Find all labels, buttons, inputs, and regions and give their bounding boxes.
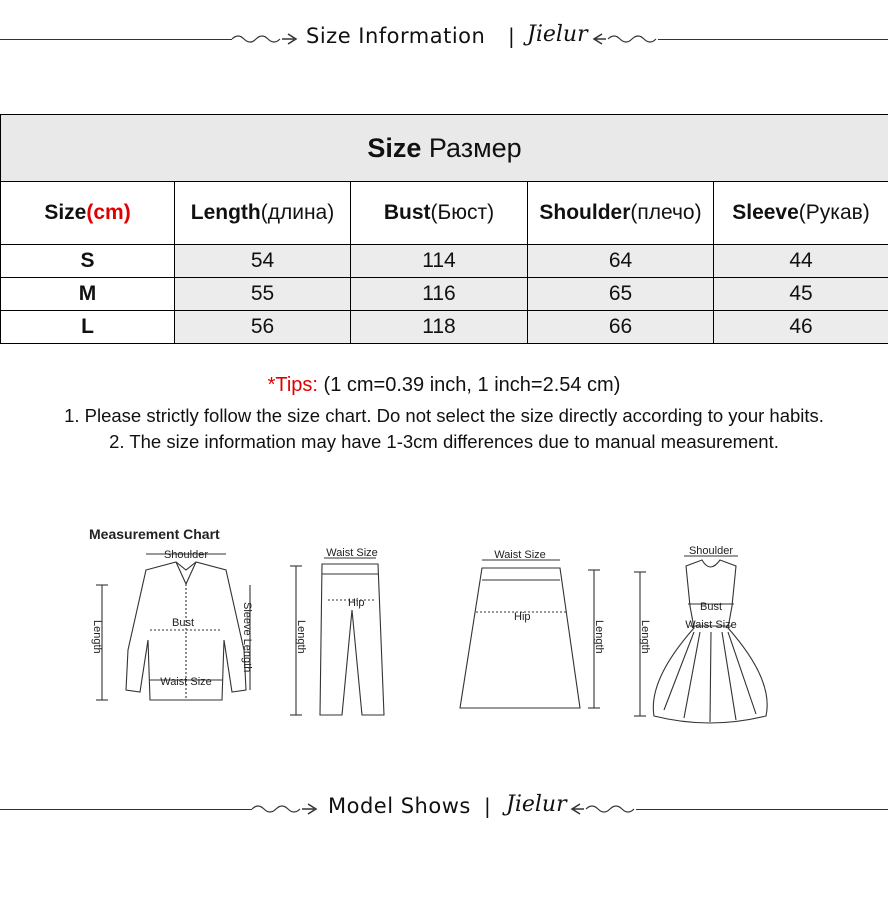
measurement-chart [84,540,784,735]
measurement-chart-title: Measurement Chart [89,526,220,542]
ornament-right-icon [590,29,660,49]
cell-size: M [1,278,175,311]
cell-length: 55 [175,278,351,311]
cell-length: 56 [175,311,351,344]
skirt-waist-label: Waist Size [494,549,546,561]
cell-sleeve: 46 [714,311,888,344]
ornament-left-icon [230,29,300,49]
table-row [1,311,888,344]
col-length: Length(длина) [175,182,351,245]
dress-length-label: Length [639,620,651,654]
col-size: Size(cm) [1,182,175,245]
cell-bust: 116 [351,278,528,311]
cell-bust: 114 [351,245,528,278]
shirt-waist-label: Waist Size [160,676,212,688]
dress-diagram [634,556,767,723]
shirt-length-label: Length [91,620,103,654]
ornament-left-icon [250,799,320,819]
pants-waist-label: Waist Size [326,547,378,559]
skirt-hip-label: Hip [514,611,531,623]
table-row [1,278,888,311]
dress-waist-label: Waist Size [685,619,737,631]
skirt-length-label: Length [593,620,605,654]
cell-shoulder: 66 [528,311,714,344]
note-1: 1. Please strictly follow the size chart. Do not select the size directly according to your habits. [64,405,824,426]
shirt-shoulder-label: Shoulder [163,549,209,561]
cell-sleeve: 44 [714,245,888,278]
brand-name: Jielur [527,22,588,47]
tips-line [0,374,888,397]
note-2: 2. The size information may have 1-3cm differences due to manual measurement. [109,431,779,452]
section-title: Size Information [306,24,486,48]
size-table [0,114,888,344]
col-sleeve: Sleeve(Рукав) [714,182,888,245]
dress-bust-label: Bust [699,601,723,613]
table-row [1,245,888,278]
pants-length-label: Length [295,620,307,654]
section-title: Model Shows [328,794,471,818]
cell-length: 54 [175,245,351,278]
col-bust: Bust(Бюст) [351,182,528,245]
shirt-sleeve-label: Sleeve Length [241,602,253,673]
skirt-diagram [460,560,600,708]
separator: | [484,794,491,818]
cell-shoulder: 65 [528,278,714,311]
dress-shoulder-label: Shoulder [688,545,734,557]
tips-text: (1 cm=0.39 inch, 1 inch=2.54 cm) [318,374,621,396]
cell-size: L [1,311,175,344]
pants-hip-label: Hip [348,597,365,609]
brand-name: Jielur [506,792,567,817]
col-shoulder: Shoulder(плечо) [528,182,714,245]
model-shows-divider [0,790,888,830]
ornament-right-icon [568,799,638,819]
tips-label: *Tips: [267,374,318,396]
size-information-divider [0,20,888,60]
cell-sleeve: 45 [714,278,888,311]
shirt-bust-label: Bust [172,617,195,629]
cell-bust: 118 [351,311,528,344]
table-title: Size Размер [1,115,888,182]
cell-shoulder: 64 [528,245,714,278]
separator: | [508,24,515,48]
cell-size: S [1,245,175,278]
